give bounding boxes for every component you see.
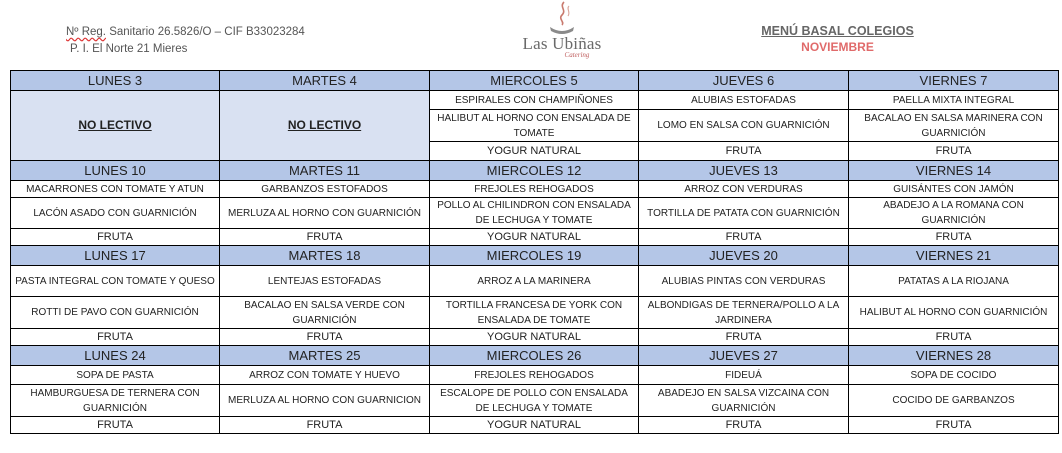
menu-cell: HAMBURGUESA DE TERNERA CON GUARNICIÓN — [11, 385, 220, 417]
menu-cell: FRUTA — [849, 142, 1059, 161]
day-header: JUEVES 20 — [639, 246, 849, 266]
menu-cell: FRUTA — [220, 417, 430, 434]
menu-cell: FRUTA — [639, 142, 849, 161]
day-header: MARTES 18 — [220, 246, 430, 266]
company-address: P. I. El Norte 21 Mieres — [70, 43, 188, 55]
menu-cell: YOGUR NATURAL — [430, 417, 639, 434]
menu-cell: ALUBIAS PINTAS CON VERDURAS — [639, 266, 849, 297]
menu-heading — [735, 24, 940, 54]
menu-cell: LOMO EN SALSA CON GUARNICIÓN — [639, 110, 849, 142]
dessert-row — [11, 329, 1059, 346]
menu-cell: ALBONDIGAS DE TERNERA/POLLO A LA JARDINERA — [639, 297, 849, 329]
second-course-row — [11, 385, 1059, 417]
menu-cell: FRUTA — [220, 229, 430, 246]
day-header-row — [11, 71, 1059, 91]
no-school-cell: NO LECTIVO — [11, 91, 220, 161]
menu-cell: ABADEJO EN SALSA VIZCAINA CON GUARNICIÓN — [639, 385, 849, 417]
day-header-row — [11, 246, 1059, 266]
registration-label: Nº Reg. — [66, 26, 106, 38]
menu-cell: TORTILLA FRANCESA DE YORK CON ENSALADA DE TOMATE — [430, 297, 639, 329]
registration-number: Sanitario 26.5826/O – CIF B33023284 — [106, 26, 305, 38]
day-header: VIERNES 14 — [849, 161, 1059, 181]
first-course-row — [11, 181, 1059, 198]
menu-cell: GARBANZOS ESTOFADOS — [220, 181, 430, 198]
menu-cell: PATATAS A LA RIOJANA — [849, 266, 1059, 297]
menu-month: NOVIEMBRE — [801, 40, 874, 54]
menu-cell: FRUTA — [639, 417, 849, 434]
day-header: MIERCOLES 26 — [430, 346, 639, 366]
menu-cell: TORTILLA DE PATATA CON GUARNICIÓN — [639, 198, 849, 229]
menu-cell: PASTA INTEGRAL CON TOMATE Y QUESO — [11, 266, 220, 297]
day-header: VIERNES 7 — [849, 71, 1059, 91]
day-header: LUNES 24 — [11, 346, 220, 366]
menu-cell: FRUTA — [849, 229, 1059, 246]
day-header-row — [11, 346, 1059, 366]
day-header: LUNES 10 — [11, 161, 220, 181]
menu-cell: FRUTA — [639, 329, 849, 346]
day-header: VIERNES 28 — [849, 346, 1059, 366]
no-school-cell: NO LECTIVO — [220, 91, 430, 161]
menu-cell: YOGUR NATURAL — [430, 142, 639, 161]
company-info — [66, 24, 305, 58]
second-course-row — [11, 297, 1059, 329]
first-course-row — [11, 366, 1059, 385]
menu-cell: BACALAO EN SALSA MARINERA CON GUARNICIÓN — [849, 110, 1059, 142]
day-header: MIERCOLES 19 — [430, 246, 639, 266]
menu-cell: POLLO AL CHILINDRON CON ENSALADA DE LECHUGA Y TOMATE — [430, 198, 639, 229]
day-header: JUEVES 13 — [639, 161, 849, 181]
menu-cell: FRUTA — [220, 329, 430, 346]
day-header: MARTES 25 — [220, 346, 430, 366]
day-header: LUNES 3 — [11, 71, 220, 91]
day-header: JUEVES 6 — [639, 71, 849, 91]
second-course-row — [11, 198, 1059, 229]
menu-cell: BACALAO EN SALSA VERDE CON GUARNICIÓN — [220, 297, 430, 329]
menu-cell: ESCALOPE DE POLLO CON ENSALADA DE LECHUGA Y TOMATE — [430, 385, 639, 417]
menu-cell: FREJOLES REHOGADOS — [430, 366, 639, 385]
dessert-row — [11, 229, 1059, 246]
menu-cell: ARROZ CON TOMATE Y HUEVO — [220, 366, 430, 385]
menu-title: MENÚ BASAL COLEGIOS — [761, 24, 914, 38]
day-header: MIERCOLES 12 — [430, 161, 639, 181]
menu-cell: HALIBUT AL HORNO CON ENSALADA DE TOMATE — [430, 110, 639, 142]
menu-cell: YOGUR NATURAL — [430, 329, 639, 346]
menu-cell: FRUTA — [849, 329, 1059, 346]
menu-cell: MERLUZA AL HORNO CON GUARNICIÓN — [220, 198, 430, 229]
menu-cell: ROTTI DE PAVO CON GUARNICIÓN — [11, 297, 220, 329]
menu-cell: LENTEJAS ESTOFADAS — [220, 266, 430, 297]
menu-cell: HALIBUT AL HORNO CON GUARNICIÓN — [849, 297, 1059, 329]
menu-cell: ALUBIAS ESTOFADAS — [639, 91, 849, 110]
logo-tagline: Catering — [564, 51, 590, 59]
menu-table — [10, 70, 1059, 434]
menu-cell: ARROZ CON VERDURAS — [639, 181, 849, 198]
day-header: MIERCOLES 5 — [430, 71, 639, 91]
menu-cell: ABADEJO A LA ROMANA CON GUARNICIÓN — [849, 198, 1059, 229]
first-course-row — [11, 91, 1059, 110]
menu-cell: FRUTA — [11, 329, 220, 346]
menu-cell: SOPA DE COCIDO — [849, 366, 1059, 385]
menu-cell: ARROZ A LA MARINERA — [430, 266, 639, 297]
day-header: JUEVES 27 — [639, 346, 849, 366]
menu-cell: FRUTA — [11, 229, 220, 246]
menu-cell: MACARRONES CON TOMATE Y ATUN — [11, 181, 220, 198]
menu-cell: FRUTA — [11, 417, 220, 434]
company-logo — [512, 0, 612, 64]
day-header: VIERNES 21 — [849, 246, 1059, 266]
day-header: LUNES 17 — [11, 246, 220, 266]
menu-cell: FRUTA — [639, 229, 849, 246]
menu-cell: GUISÁNTES CON JAMÓN — [849, 181, 1059, 198]
menu-cell: YOGUR NATURAL — [430, 229, 639, 246]
menu-cell: ESPIRALES CON CHAMPIÑONES — [430, 91, 639, 110]
menu-cell: FIDEUÁ — [639, 366, 849, 385]
day-header: MARTES 4 — [220, 71, 430, 91]
menu-cell: PAELLA MIXTA INTEGRAL — [849, 91, 1059, 110]
menu-cell: FRUTA — [849, 417, 1059, 434]
menu-cell: MERLUZA AL HORNO CON GUARNICION — [220, 385, 430, 417]
first-course-row — [11, 266, 1059, 297]
cooking-pot-icon — [542, 0, 582, 36]
menu-cell: SOPA DE PASTA — [11, 366, 220, 385]
menu-cell: COCIDO DE GARBANZOS — [849, 385, 1059, 417]
registration-line — [66, 24, 305, 41]
menu-cell: FREJOLES REHOGADOS — [430, 181, 639, 198]
dessert-row — [11, 417, 1059, 434]
logo-wordmark: Las Ubiñas — [522, 34, 602, 53]
day-header: MARTES 11 — [220, 161, 430, 181]
day-header-row — [11, 161, 1059, 181]
menu-cell: LACÓN ASADO CON GUARNICIÓN — [11, 198, 220, 229]
